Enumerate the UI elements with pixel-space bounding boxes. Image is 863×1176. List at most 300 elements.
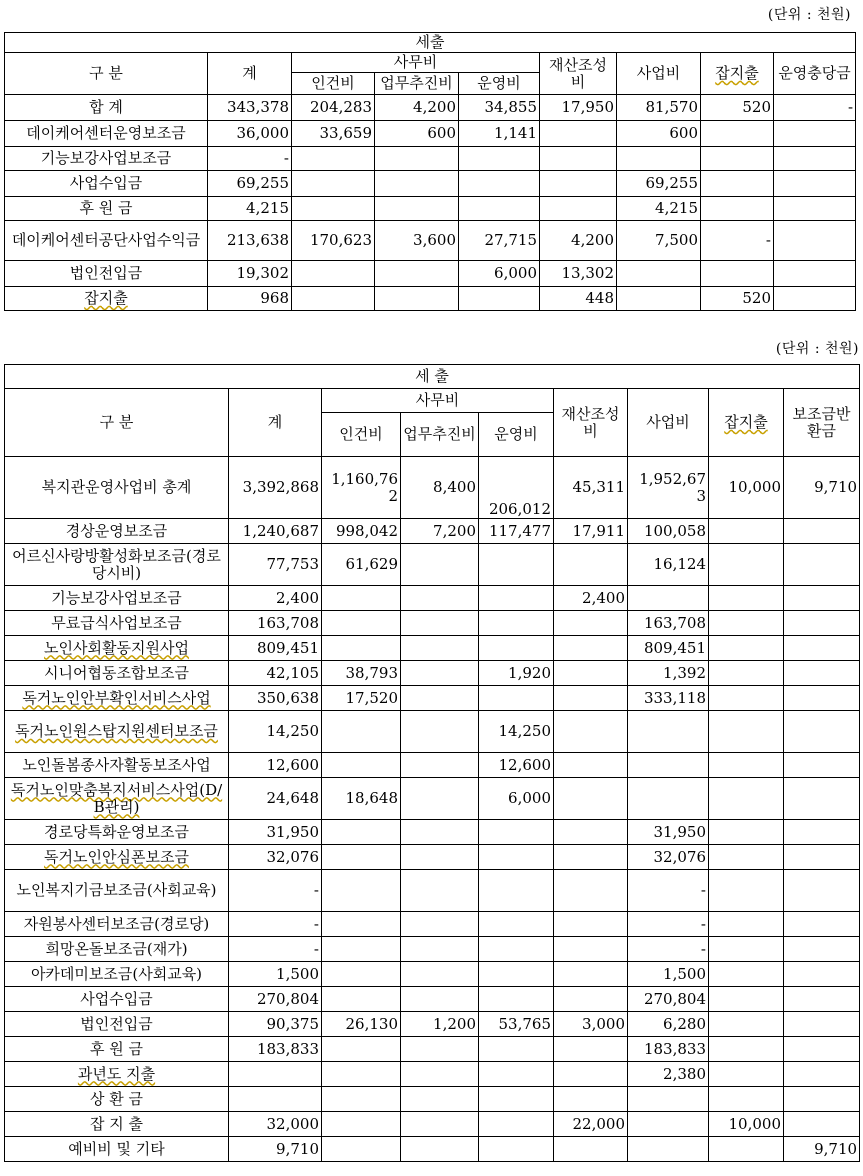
table-row: [5, 95, 856, 121]
table-cell: [479, 845, 554, 870]
table-cell: [709, 937, 784, 962]
table-cell: [292, 287, 375, 311]
table-cell: 22,000: [554, 1112, 628, 1137]
table-cell: 2,400: [229, 586, 322, 611]
header-subsidy-return: 보조금반환금: [784, 389, 860, 457]
table-cell: [709, 870, 784, 912]
header-category: 구 분: [5, 53, 208, 95]
table-cell: [540, 197, 617, 221]
table-cell: [401, 711, 479, 753]
table-cell: [554, 611, 628, 636]
row-label: 상 환 금: [5, 1087, 229, 1112]
header-project: 사업비: [617, 53, 701, 95]
table-cell: 33,659: [292, 121, 375, 147]
table-cell: [322, 820, 401, 845]
table-row: [5, 1037, 860, 1062]
table-cell: 1,952,673: [628, 457, 709, 519]
table-cell: 333,118: [628, 686, 709, 711]
table-cell: [292, 197, 375, 221]
table-cell: 4,200: [540, 221, 617, 261]
table-cell: -: [229, 912, 322, 937]
table-row: [5, 197, 856, 221]
table-cell: [479, 586, 554, 611]
table-cell: [322, 1037, 401, 1062]
row-label: 후 원 금: [5, 197, 208, 221]
table-cell: 183,833: [229, 1037, 322, 1062]
table-cell: 1,920: [479, 661, 554, 686]
header-total: 계: [208, 53, 292, 95]
table-cell: [322, 1087, 401, 1112]
table-cell: [701, 261, 774, 287]
table-cell: [709, 912, 784, 937]
table-cell: 14,250: [479, 711, 554, 753]
table-row: [5, 962, 860, 987]
row-label: 복지관운영사업비 총계: [5, 457, 229, 519]
table-cell: [554, 636, 628, 661]
table-cell: [540, 147, 617, 171]
table-cell: [784, 686, 860, 711]
table-cell: 600: [375, 121, 459, 147]
table-row: [5, 753, 860, 778]
table-cell: [784, 711, 860, 753]
table-cell: [322, 870, 401, 912]
table-cell: [479, 1062, 554, 1087]
table-cell: [401, 753, 479, 778]
table-cell: 520: [701, 287, 774, 311]
table-cell: [784, 987, 860, 1012]
header-misc: [701, 53, 774, 95]
table-cell: 69,255: [617, 171, 701, 197]
table-cell: [774, 287, 856, 311]
table-cell: [401, 962, 479, 987]
table-cell: [292, 147, 375, 171]
table-cell: [401, 636, 479, 661]
table-cell: [554, 820, 628, 845]
table-cell: [554, 711, 628, 753]
table-cell: [774, 147, 856, 171]
row-label: 기능보강사업보조금: [5, 586, 229, 611]
table-row: [5, 636, 860, 661]
table-cell: [554, 1087, 628, 1112]
table-row: [5, 544, 860, 586]
table-cell: [322, 586, 401, 611]
table-cell: [554, 845, 628, 870]
table-cell: 270,804: [628, 987, 709, 1012]
table-cell: [375, 147, 459, 171]
row-label: 무료급식사업보조금: [5, 611, 229, 636]
table-cell: 12,600: [479, 753, 554, 778]
table-cell: [628, 1112, 709, 1137]
table-cell: 1,200: [401, 1012, 479, 1037]
table-cell: [459, 171, 540, 197]
table-cell: [479, 1037, 554, 1062]
table-cell: [401, 1062, 479, 1087]
table-cell: [401, 544, 479, 586]
row-label: 잡 지 출: [5, 1112, 229, 1137]
table-cell: [322, 611, 401, 636]
table-cell: 3,392,868: [229, 457, 322, 519]
table-cell: 1,500: [628, 962, 709, 987]
table-cell: [784, 962, 860, 987]
table-cell: [401, 845, 479, 870]
header-operating: 운영비: [479, 413, 554, 457]
table-cell: [628, 586, 709, 611]
table-cell: 36,000: [208, 121, 292, 147]
table-cell: 2,400: [554, 586, 628, 611]
table-cell: 4,215: [617, 197, 701, 221]
table-cell: 117,477: [479, 519, 554, 544]
table-cell: 17,520: [322, 686, 401, 711]
table-cell: 4,200: [375, 95, 459, 121]
table-cell: 31,950: [628, 820, 709, 845]
table-cell: [784, 820, 860, 845]
table-cell: 27,715: [459, 221, 540, 261]
table-cell: 19,302: [208, 261, 292, 287]
table-cell: [375, 197, 459, 221]
table-cell: [375, 287, 459, 311]
row-label: 독거노인안부확인서비스사업: [5, 686, 229, 711]
table-cell: 448: [540, 287, 617, 311]
table-cell: 69,255: [208, 171, 292, 197]
row-label: 독거노인원스탑지원센터보조금: [5, 711, 229, 753]
table-cell: 4,215: [208, 197, 292, 221]
table-cell: 1,160,762: [322, 457, 401, 519]
table-cell: [709, 519, 784, 544]
header-category: 구 분: [5, 389, 229, 457]
table-cell: [784, 1012, 860, 1037]
row-label: 노인돌봄종사자활동보조사업: [5, 753, 229, 778]
table-cell: [784, 753, 860, 778]
table-cell: [554, 912, 628, 937]
table-cell: 1,240,687: [229, 519, 322, 544]
table-cell: [479, 636, 554, 661]
table-row: [5, 1112, 860, 1137]
header-office: 사무비: [292, 53, 540, 73]
expenditure-table-2: [4, 364, 860, 1162]
table-cell: 1,141: [459, 121, 540, 147]
table-cell: [709, 711, 784, 753]
table-cell: [628, 753, 709, 778]
table-cell: 9,710: [229, 1137, 322, 1162]
table-cell: [322, 962, 401, 987]
table-cell: [401, 1087, 479, 1112]
table-cell: [784, 870, 860, 912]
table-cell: [479, 1112, 554, 1137]
table-cell: 31,950: [229, 820, 322, 845]
table-cell: 6,000: [479, 778, 554, 820]
table-cell: [401, 1112, 479, 1137]
table-cell: [401, 1137, 479, 1162]
table-row: [5, 912, 860, 937]
table-cell: 183,833: [628, 1037, 709, 1062]
table-cell: [229, 1062, 322, 1087]
table-cell: -: [628, 870, 709, 912]
table-cell: 18,648: [322, 778, 401, 820]
table-cell: [479, 937, 554, 962]
table-cell: 10,000: [709, 1112, 784, 1137]
table-cell: [709, 1137, 784, 1162]
table-cell: [709, 1087, 784, 1112]
header-office: 사무비: [322, 389, 554, 413]
table-cell: 12,600: [229, 753, 322, 778]
table-cell: 81,570: [617, 95, 701, 121]
table-cell: [479, 1087, 554, 1112]
table-cell: 206,012: [479, 457, 554, 519]
table-cell: -: [229, 870, 322, 912]
table-cell: [701, 147, 774, 171]
table-cell: 520: [701, 95, 774, 121]
table-cell: [401, 1037, 479, 1062]
header-op-transfer: 운영충당금: [774, 53, 856, 95]
table-cell: 32,076: [628, 845, 709, 870]
table-cell: [709, 962, 784, 987]
table-cell: [479, 962, 554, 987]
table-cell: [709, 586, 784, 611]
row-label: 예비비 및 기타: [5, 1137, 229, 1162]
row-label: 잡지출: [5, 287, 208, 311]
table-row: [5, 870, 860, 912]
table-cell: [322, 636, 401, 661]
header-expenditure: 세 출: [5, 365, 860, 389]
table-cell: [709, 987, 784, 1012]
table-cell: [554, 1137, 628, 1162]
expenditure-table-1: [4, 32, 856, 311]
table-row: [5, 778, 860, 820]
table-cell: [322, 753, 401, 778]
table-cell: [401, 611, 479, 636]
header-misc-text: 잡지출: [715, 64, 759, 82]
table-cell: [784, 661, 860, 686]
table-cell: 24,648: [229, 778, 322, 820]
table-cell: [784, 519, 860, 544]
table-cell: [784, 1112, 860, 1137]
unit-label-2: (단위 : 천원): [775, 341, 859, 357]
table-cell: [322, 1112, 401, 1137]
table-cell: 163,708: [628, 611, 709, 636]
table-cell: [709, 661, 784, 686]
header-business-promo: 업무추진비: [401, 413, 479, 457]
table-cell: -: [628, 937, 709, 962]
row-label: 합 계: [5, 95, 208, 121]
table-cell: 3,600: [375, 221, 459, 261]
table-cell: [401, 586, 479, 611]
header-expenditure: 세출: [5, 33, 856, 53]
table-cell: [322, 1137, 401, 1162]
row-label: 기능보강사업보조금: [5, 147, 208, 171]
table-row: [5, 457, 860, 519]
table-row: [5, 686, 860, 711]
table-cell: [617, 147, 701, 171]
table-cell: 26,130: [322, 1012, 401, 1037]
table-row: [5, 261, 856, 287]
table-cell: [709, 778, 784, 820]
table-cell: 77,753: [229, 544, 322, 586]
table-cell: 7,500: [617, 221, 701, 261]
row-label: 경상운영보조금: [5, 519, 229, 544]
header-property: 재산조성비: [540, 53, 617, 95]
table-cell: [479, 544, 554, 586]
table-cell: 7,200: [401, 519, 479, 544]
table-cell: [628, 1137, 709, 1162]
table-cell: 343,378: [208, 95, 292, 121]
table-cell: [554, 1037, 628, 1062]
row-label: 노인복지기금보조금(사회교육): [5, 870, 229, 912]
table-cell: [554, 544, 628, 586]
table-cell: [401, 661, 479, 686]
table-cell: [709, 820, 784, 845]
table-cell: [401, 912, 479, 937]
table-cell: [554, 962, 628, 987]
table-cell: [479, 1137, 554, 1162]
table-cell: 53,765: [479, 1012, 554, 1037]
table-cell: [229, 1087, 322, 1112]
table-cell: 45,311: [554, 457, 628, 519]
table-row: [5, 845, 860, 870]
table-cell: 600: [617, 121, 701, 147]
table-cell: [375, 261, 459, 287]
table-row: [5, 661, 860, 686]
row-label: 자원봉사센터보조금(경로당): [5, 912, 229, 937]
row-label: 과년도 지출: [5, 1062, 229, 1087]
table-cell: 17,950: [540, 95, 617, 121]
row-label: 독거노인맞춤복지서비스사업(D/B관리): [5, 778, 229, 820]
table-cell: [774, 171, 856, 197]
table-cell: [617, 287, 701, 311]
table-cell: [459, 147, 540, 171]
header-misc: [709, 389, 784, 457]
table-cell: [554, 1062, 628, 1087]
table-cell: 6,000: [459, 261, 540, 287]
table-cell: 809,451: [229, 636, 322, 661]
table-cell: 809,451: [628, 636, 709, 661]
header-business-promo: 업무추진비: [375, 73, 459, 95]
table-cell: [554, 778, 628, 820]
table-cell: [709, 1062, 784, 1087]
table-cell: 204,283: [292, 95, 375, 121]
row-label: 데이케어센터운영보조금: [5, 121, 208, 147]
header-property: 재산조성비: [554, 389, 628, 457]
table-row: [5, 611, 860, 636]
table-cell: [709, 753, 784, 778]
table-cell: [784, 636, 860, 661]
table-cell: [322, 845, 401, 870]
table-row: [5, 221, 856, 261]
table-cell: [554, 937, 628, 962]
table-cell: [322, 711, 401, 753]
row-label: 데이케어센터공단사업수익금: [5, 221, 208, 261]
table-cell: [540, 171, 617, 197]
table-cell: -: [774, 95, 856, 121]
table-row: [5, 287, 856, 311]
table-cell: [479, 686, 554, 711]
table-cell: [617, 261, 701, 287]
table-cell: [701, 171, 774, 197]
table-cell: [554, 686, 628, 711]
row-label: 사업수입금: [5, 171, 208, 197]
table-cell: [554, 661, 628, 686]
table-cell: 42,105: [229, 661, 322, 686]
table-cell: [401, 778, 479, 820]
table-cell: 34,855: [459, 95, 540, 121]
table-cell: [554, 987, 628, 1012]
table-cell: 10,000: [709, 457, 784, 519]
table-cell: 2,380: [628, 1062, 709, 1087]
table-row: [5, 937, 860, 962]
table-row: [5, 171, 856, 197]
table-cell: 32,076: [229, 845, 322, 870]
header-personnel: 인건비: [322, 413, 401, 457]
table-row: [5, 711, 860, 753]
table-cell: [375, 171, 459, 197]
table-cell: 170,623: [292, 221, 375, 261]
table-cell: -: [229, 937, 322, 962]
table-cell: 998,042: [322, 519, 401, 544]
table-row: [5, 1062, 860, 1087]
table-cell: 13,302: [540, 261, 617, 287]
table-cell: [709, 611, 784, 636]
header-operating: 운영비: [459, 73, 540, 95]
table-cell: [292, 261, 375, 287]
row-label: 독거노인안심폰보조금: [5, 845, 229, 870]
table-row: [5, 1012, 860, 1037]
table-cell: 100,058: [628, 519, 709, 544]
table-row: [5, 1137, 860, 1162]
table-cell: -: [208, 147, 292, 171]
table-cell: [774, 261, 856, 287]
row-label: 사업수입금: [5, 987, 229, 1012]
table-cell: [709, 636, 784, 661]
header-personnel: 인건비: [292, 73, 375, 95]
table-cell: [784, 845, 860, 870]
table-row: [5, 820, 860, 845]
table-cell: 8,400: [401, 457, 479, 519]
table-cell: [479, 611, 554, 636]
table-cell: [784, 544, 860, 586]
table-cell: 17,911: [554, 519, 628, 544]
table-cell: [709, 845, 784, 870]
table-cell: [784, 611, 860, 636]
table-cell: 1,392: [628, 661, 709, 686]
table-cell: 1,500: [229, 962, 322, 987]
table-cell: 163,708: [229, 611, 322, 636]
table-cell: -: [628, 912, 709, 937]
table-row: [5, 121, 856, 147]
table-cell: [774, 121, 856, 147]
table-cell: [322, 1062, 401, 1087]
table-cell: [784, 1062, 860, 1087]
table-cell: [479, 987, 554, 1012]
table-cell: 14,250: [229, 711, 322, 753]
table-cell: [401, 820, 479, 845]
table-cell: [628, 1087, 709, 1112]
table-cell: [784, 778, 860, 820]
row-label: 희망온돌보조금(재가): [5, 937, 229, 962]
row-label: 노인사회활동지원사업: [5, 636, 229, 661]
table-cell: [540, 121, 617, 147]
table-cell: [401, 686, 479, 711]
header-total: 계: [229, 389, 322, 457]
row-label: 경로당특화운영보조금: [5, 820, 229, 845]
table-cell: 90,375: [229, 1012, 322, 1037]
table-cell: 9,710: [784, 1137, 860, 1162]
table-cell: 9,710: [784, 457, 860, 519]
table-cell: [709, 686, 784, 711]
table-cell: -: [701, 221, 774, 261]
table-cell: [479, 870, 554, 912]
table-cell: [479, 912, 554, 937]
table-cell: [479, 820, 554, 845]
table-cell: [784, 1087, 860, 1112]
